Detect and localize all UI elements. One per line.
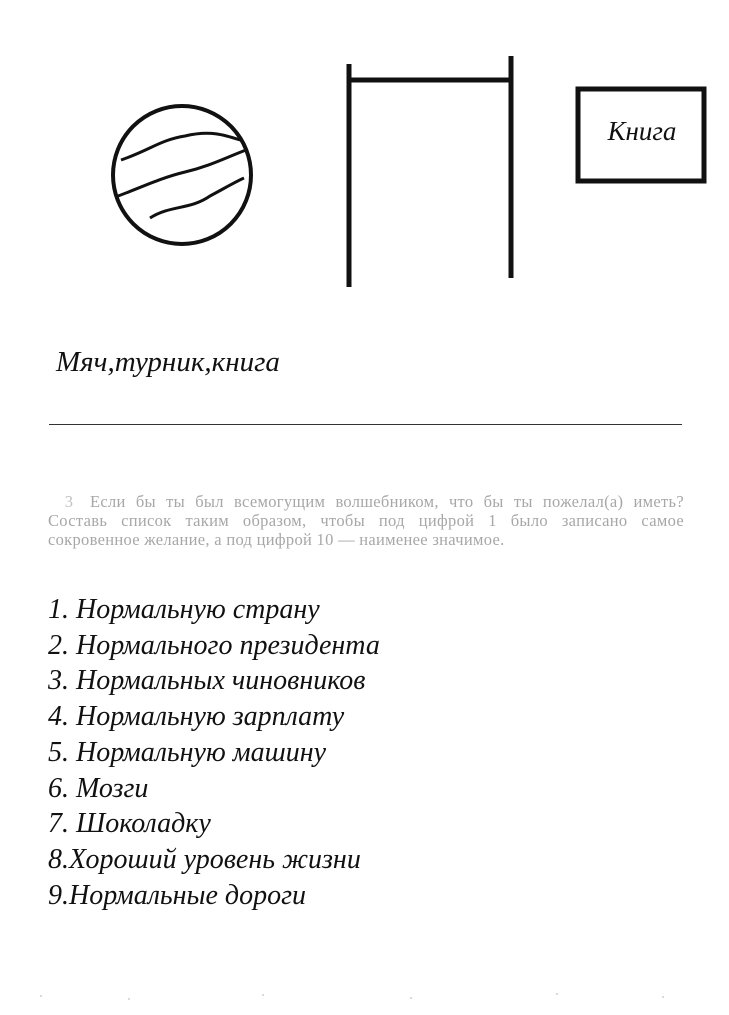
drawings-area	[0, 0, 729, 330]
scan-speck	[556, 993, 558, 995]
scan-speck	[262, 994, 264, 996]
question-block	[48, 492, 684, 549]
ball-drawing	[113, 106, 251, 244]
wish-list	[48, 592, 380, 913]
horizontal-bar-drawing	[349, 56, 511, 287]
question-text: Если бы ты был всемогущим волшебником, что бы ты пожелал(а) иметь? Составь список таким образом, чтобы под цифрой 1 было записано самое сокровенное желание, а под цифрой 10 — наименее значимое.	[48, 492, 684, 549]
answer-text: Мяч,турник,книга	[56, 346, 280, 378]
answer-underline	[49, 424, 682, 425]
wish-item: 1. Нормальную страну	[48, 594, 320, 625]
wish-item: 5. Нормальную машину	[48, 736, 327, 768]
wish-item: 6. Мозги	[48, 772, 149, 804]
scan-speck	[410, 997, 412, 999]
question-number: 3	[64, 492, 74, 511]
wish-item: 7. Шоколадку	[48, 808, 211, 840]
wish-item: 2. Нормального президента	[48, 629, 380, 661]
scan-speck	[662, 996, 664, 998]
wish-item: 9.Нормальные дороги	[48, 879, 307, 911]
scan-speck	[128, 998, 130, 1000]
wish-item: 8.Хороший уровень жизни	[48, 843, 361, 875]
book-label: Книга	[607, 116, 677, 146]
wish-item: 3. Нормальных чиновников	[48, 665, 366, 697]
scan-speck	[40, 995, 42, 997]
wish-item: 4. Нормальную зарплату	[48, 701, 345, 733]
